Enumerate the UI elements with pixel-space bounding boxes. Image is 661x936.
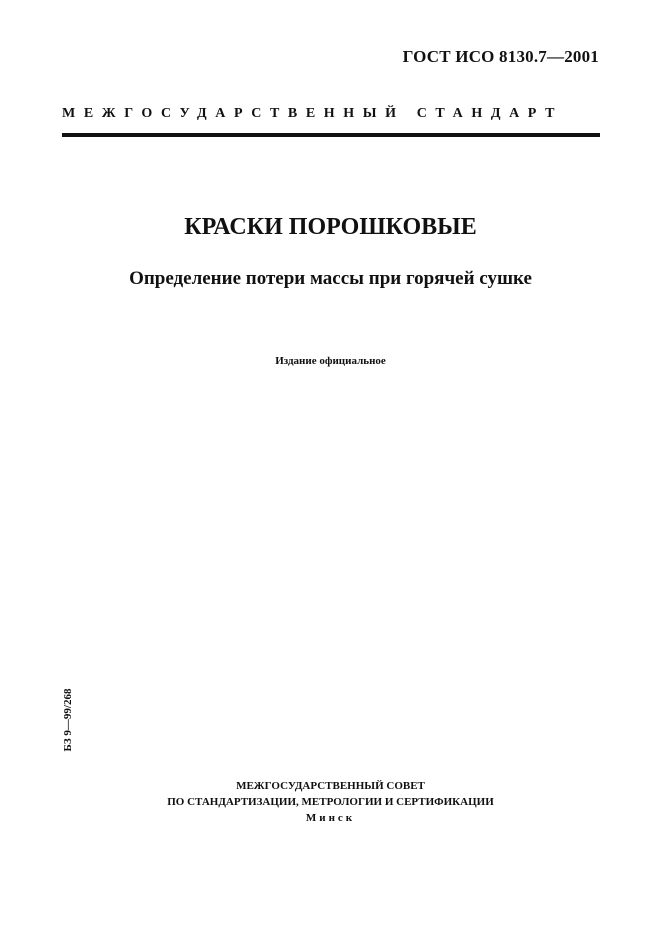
publisher-city: Минск <box>305 812 356 824</box>
document-subtitle: Определение потери массы при горячей сушке <box>129 268 532 289</box>
publisher-line-2: ПО СТАНДАРТИЗАЦИИ, МЕТРОЛОГИИ И СЕРТИФИКАЦИИ <box>167 796 494 808</box>
standard-type-banner: МЕЖГОСУДАРСТВЕННЫЙ СТАНДАРТ <box>62 106 564 121</box>
publisher-block <box>0 778 661 826</box>
header-rule <box>62 133 600 137</box>
side-print-code: БЗ 9—99/268 <box>62 688 74 752</box>
document-title: КРАСКИ ПОРОШКОВЫЕ <box>184 214 477 240</box>
publisher-line-1: МЕЖГОСУДАРСТВЕННЫЙ СОВЕТ <box>236 780 425 792</box>
document-code: ГОСТ ИСО 8130.7—2001 <box>402 47 599 66</box>
edition-label: Издание официальное <box>275 355 386 367</box>
